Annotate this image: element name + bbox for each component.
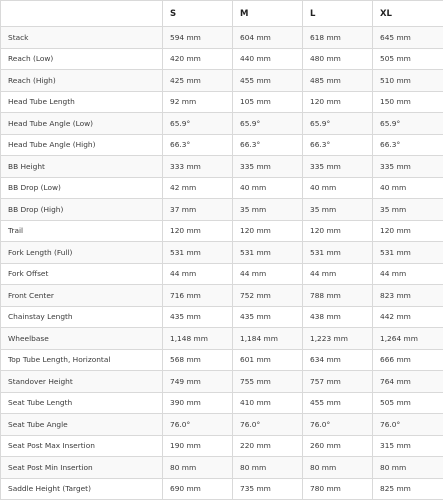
row-label: Reach (Low) [1, 48, 163, 70]
value-l: 35 mm [303, 199, 373, 221]
value-s: 37 mm [163, 199, 233, 221]
value-s: 749 mm [163, 371, 233, 393]
value-l: 80 mm [303, 457, 373, 479]
row-label: Seat Post Min Insertion [1, 457, 163, 479]
table-row [1, 113, 443, 135]
row-label: Top Tube Length, Horizontal [1, 349, 163, 371]
header-cell-size-s: S [163, 1, 233, 27]
table-row [1, 177, 443, 199]
value-m: 604 mm [233, 27, 303, 49]
value-l: 120 mm [303, 91, 373, 113]
value-xl: 335 mm [373, 156, 443, 178]
table-row [1, 349, 443, 371]
value-xl: 76.0° [373, 414, 443, 436]
value-xl: 442 mm [373, 306, 443, 328]
value-m: 435 mm [233, 306, 303, 328]
value-m: 1,184 mm [233, 328, 303, 350]
row-label: BB Drop (High) [1, 199, 163, 221]
value-s: 92 mm [163, 91, 233, 113]
value-s: 435 mm [163, 306, 233, 328]
value-m: 752 mm [233, 285, 303, 307]
row-label: Seat Tube Angle [1, 414, 163, 436]
value-xl: 120 mm [373, 220, 443, 242]
table-row [1, 392, 443, 414]
row-label: Fork Length (Full) [1, 242, 163, 264]
value-l: 1,223 mm [303, 328, 373, 350]
table-row [1, 220, 443, 242]
value-l: 780 mm [303, 478, 373, 500]
table-row [1, 457, 443, 479]
row-label: Chainstay Length [1, 306, 163, 328]
value-xl: 315 mm [373, 435, 443, 457]
row-label: Stack [1, 27, 163, 49]
header-cell-size-xl: XL [373, 1, 443, 27]
value-s: 716 mm [163, 285, 233, 307]
value-xl: 150 mm [373, 91, 443, 113]
value-s: 80 mm [163, 457, 233, 479]
value-xl: 1,264 mm [373, 328, 443, 350]
row-label: Seat Post Max Insertion [1, 435, 163, 457]
value-s: 66.3° [163, 134, 233, 156]
value-l: 335 mm [303, 156, 373, 178]
value-l: 485 mm [303, 70, 373, 92]
header-cell-size-l: L [303, 1, 373, 27]
table-row [1, 48, 443, 70]
table-row [1, 263, 443, 285]
row-label: Head Tube Length [1, 91, 163, 113]
row-label: Standover Height [1, 371, 163, 393]
value-xl: 65.9° [373, 113, 443, 135]
value-s: 190 mm [163, 435, 233, 457]
table-header-row [1, 1, 443, 27]
value-l: 40 mm [303, 177, 373, 199]
value-xl: 666 mm [373, 349, 443, 371]
value-m: 66.3° [233, 134, 303, 156]
value-xl: 505 mm [373, 48, 443, 70]
value-xl: 645 mm [373, 27, 443, 49]
value-m: 755 mm [233, 371, 303, 393]
value-s: 44 mm [163, 263, 233, 285]
row-label: Saddle Height (Target) [1, 478, 163, 500]
table-body [1, 27, 443, 500]
value-m: 35 mm [233, 199, 303, 221]
value-m: 76.0° [233, 414, 303, 436]
value-l: 455 mm [303, 392, 373, 414]
value-xl: 510 mm [373, 70, 443, 92]
value-xl: 531 mm [373, 242, 443, 264]
table-row [1, 478, 443, 500]
row-label: Head Tube Angle (High) [1, 134, 163, 156]
row-label: BB Height [1, 156, 163, 178]
value-s: 65.9° [163, 113, 233, 135]
value-s: 568 mm [163, 349, 233, 371]
value-xl: 825 mm [373, 478, 443, 500]
value-l: 120 mm [303, 220, 373, 242]
row-label: Trail [1, 220, 163, 242]
value-s: 1,148 mm [163, 328, 233, 350]
table-row [1, 156, 443, 178]
value-s: 425 mm [163, 70, 233, 92]
value-m: 735 mm [233, 478, 303, 500]
header-cell-size-m: M [233, 1, 303, 27]
value-l: 618 mm [303, 27, 373, 49]
value-s: 690 mm [163, 478, 233, 500]
table-row [1, 285, 443, 307]
value-xl: 505 mm [373, 392, 443, 414]
table-row [1, 328, 443, 350]
value-m: 455 mm [233, 70, 303, 92]
value-l: 757 mm [303, 371, 373, 393]
value-s: 531 mm [163, 242, 233, 264]
value-xl: 66.3° [373, 134, 443, 156]
value-l: 480 mm [303, 48, 373, 70]
value-s: 594 mm [163, 27, 233, 49]
value-xl: 40 mm [373, 177, 443, 199]
row-label: Seat Tube Length [1, 392, 163, 414]
row-label: Head Tube Angle (Low) [1, 113, 163, 135]
value-m: 440 mm [233, 48, 303, 70]
row-label: Wheelbase [1, 328, 163, 350]
value-xl: 823 mm [373, 285, 443, 307]
value-l: 634 mm [303, 349, 373, 371]
value-xl: 44 mm [373, 263, 443, 285]
value-l: 44 mm [303, 263, 373, 285]
value-s: 390 mm [163, 392, 233, 414]
value-s: 76.0° [163, 414, 233, 436]
value-xl: 80 mm [373, 457, 443, 479]
table-row [1, 371, 443, 393]
table-row [1, 242, 443, 264]
header-cell-label [1, 1, 163, 27]
value-l: 76.0° [303, 414, 373, 436]
table-row [1, 199, 443, 221]
value-l: 260 mm [303, 435, 373, 457]
value-m: 120 mm [233, 220, 303, 242]
value-m: 65.9° [233, 113, 303, 135]
table-row [1, 70, 443, 92]
value-s: 333 mm [163, 156, 233, 178]
value-xl: 764 mm [373, 371, 443, 393]
value-m: 44 mm [233, 263, 303, 285]
value-m: 40 mm [233, 177, 303, 199]
value-l: 788 mm [303, 285, 373, 307]
value-l: 66.3° [303, 134, 373, 156]
value-s: 120 mm [163, 220, 233, 242]
value-m: 601 mm [233, 349, 303, 371]
value-m: 410 mm [233, 392, 303, 414]
row-label: Fork Offset [1, 263, 163, 285]
value-m: 105 mm [233, 91, 303, 113]
table-row [1, 435, 443, 457]
value-l: 438 mm [303, 306, 373, 328]
value-xl: 35 mm [373, 199, 443, 221]
row-label: Reach (High) [1, 70, 163, 92]
value-s: 42 mm [163, 177, 233, 199]
value-m: 335 mm [233, 156, 303, 178]
table-row [1, 91, 443, 113]
value-l: 531 mm [303, 242, 373, 264]
row-label: Front Center [1, 285, 163, 307]
row-label: BB Drop (Low) [1, 177, 163, 199]
value-m: 531 mm [233, 242, 303, 264]
table-row [1, 27, 443, 49]
table-row [1, 306, 443, 328]
value-l: 65.9° [303, 113, 373, 135]
value-m: 220 mm [233, 435, 303, 457]
value-m: 80 mm [233, 457, 303, 479]
table-row [1, 414, 443, 436]
value-s: 420 mm [163, 48, 233, 70]
table-row [1, 134, 443, 156]
